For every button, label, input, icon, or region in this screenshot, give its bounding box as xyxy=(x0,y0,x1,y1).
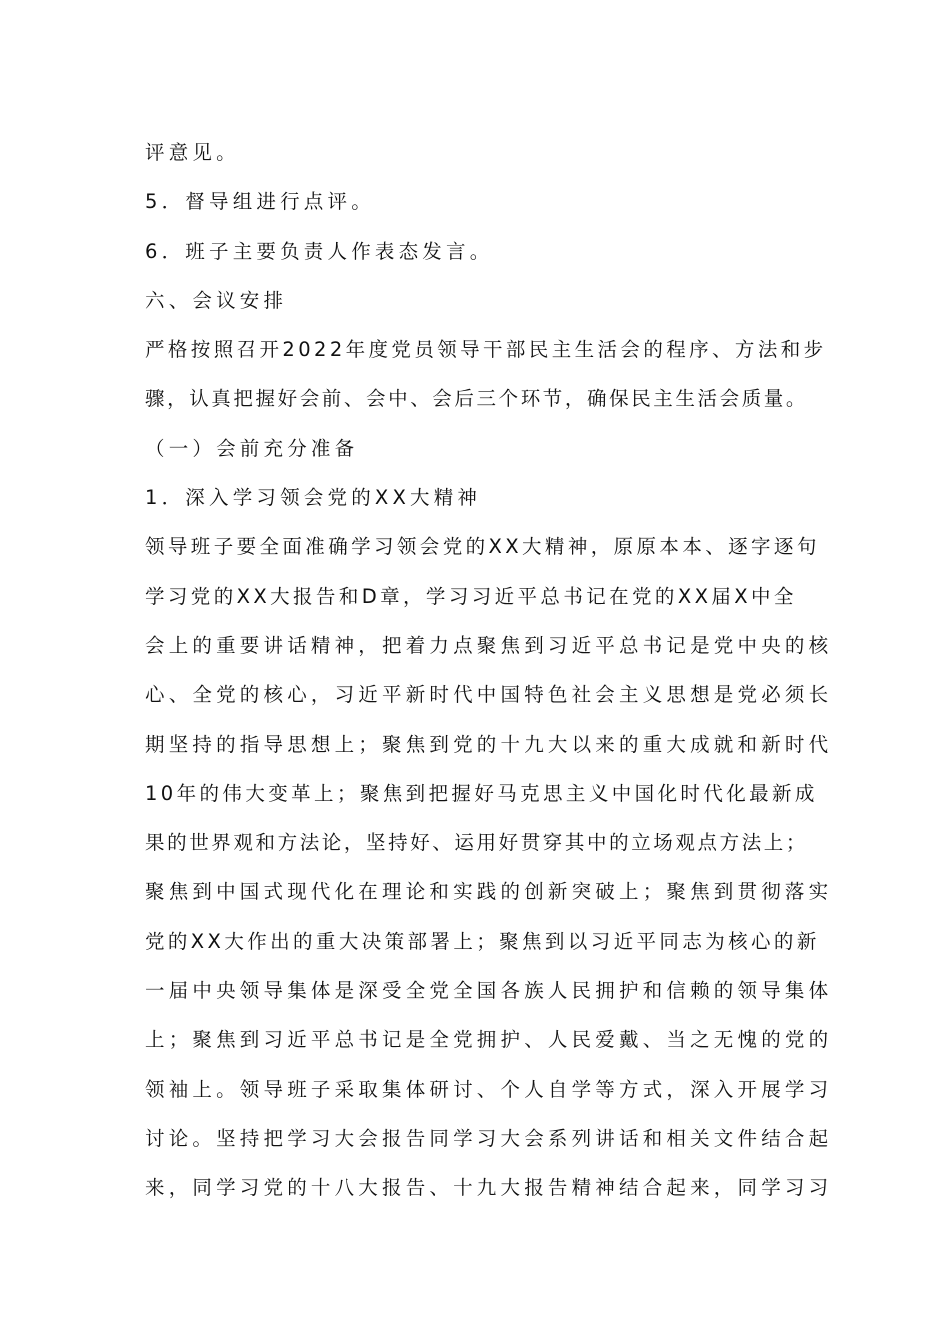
text-line: 上；聚焦到习近平总书记是全党拥护、人民爱戴、当之无愧的党的 xyxy=(145,1028,833,1052)
text-line: 来，同学习党的十八大报告、十九大报告精神结合起来，同学习习 xyxy=(145,1176,833,1200)
text-line: 领袖上。领导班子采取集体研讨、个人自学等方式，深入开展学习 xyxy=(145,1077,833,1101)
text-line: 聚焦到中国式现代化在理论和实践的创新突破上；聚焦到贯彻落实 xyxy=(145,880,833,904)
text-line: 党的XX大作出的重大决策部署上；聚焦到以习近平同志为核心的新 xyxy=(145,929,820,953)
text-line: 期坚持的指导思想上；聚焦到党的十九大以来的重大成就和新时代 xyxy=(145,732,833,756)
text-line: 评意见。 xyxy=(145,141,240,164)
text-line: 10年的伟大变革上；聚焦到把握好马克思主义中国化时代化最新成 xyxy=(145,781,818,805)
list-item-1: 1．深入学习领会党的XX大精神 xyxy=(145,486,482,510)
text-line: 心、全党的核心，习近平新时代中国特色社会主义思想是党必须长 xyxy=(145,683,833,707)
text-line: 果的世界观和方法论，坚持好、运用好贯穿其中的立场观点方法上； xyxy=(145,831,809,855)
text-line: 一届中央领导集体是深受全党全国各族人民拥护和信赖的领导集体 xyxy=(145,979,833,1003)
text-line: 骤，认真把握好会前、会中、会后三个环节，确保民主生活会质量。 xyxy=(145,387,809,411)
section-heading: 六、会议安排 xyxy=(145,288,288,312)
document-body xyxy=(145,128,833,1213)
text-line: 会上的重要讲话精神，把着力点聚焦到习近平总书记是党中央的核 xyxy=(145,633,833,657)
subsection-heading: （一）会前充分准备 xyxy=(145,436,359,460)
list-item-5: 5．督导组进行点评。 xyxy=(145,190,375,214)
text-line: 领导班子要全面准确学习领会党的XX大精神，原原本本、逐字逐句 xyxy=(145,535,820,559)
text-line: 学习党的XX大报告和D章，学习习近平总书记在党的XX届X中全 xyxy=(145,584,797,608)
list-item-6: 6．班子主要负责人作表态发言。 xyxy=(145,239,494,263)
text-line: 讨论。坚持把学习大会报告同学习大会系列讲话和相关文件结合起 xyxy=(145,1126,833,1150)
text-line: 严格按照召开2022年度党员领导干部民主生活会的程序、方法和步 xyxy=(145,338,827,362)
